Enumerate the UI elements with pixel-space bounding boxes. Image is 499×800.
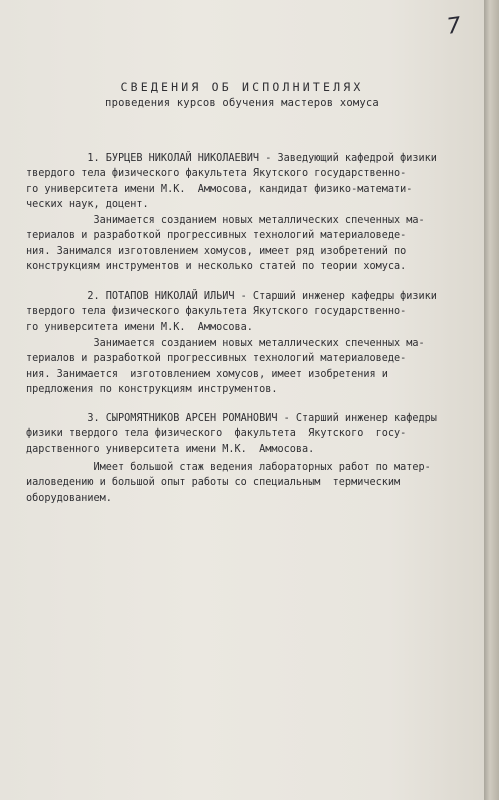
text-line: дарственного университета имени М.К. Аммосова.: [26, 443, 315, 455]
text-line: физики твердого тела физического факультета Якутского госу-: [26, 428, 407, 440]
text-line: ческих наук, доцент.: [26, 199, 149, 211]
paragraph-potapov: [26, 289, 437, 335]
text-line: оборудованием.: [26, 492, 112, 504]
text-line: Занимается созданием новых металлических спеченных ма-: [26, 215, 425, 226]
text-line: конструкциям инструментов и несколько статей по теории хомуса.: [26, 261, 407, 273]
paragraph-burtsev-activity: [26, 213, 425, 275]
text-line: го университета имени М.К. Аммосова.: [26, 321, 253, 333]
paragraph-syromyatnikov: [26, 411, 437, 457]
text-line: Имеет большой стаж ведения лабораторных работ по матер-: [26, 462, 431, 473]
page-number: 7: [445, 13, 463, 40]
text-line: териалов и разработкой прогрессивных технологий материаловеде-: [26, 230, 407, 242]
text-line: твердого тела физического факультета Якутского государственно-: [26, 168, 407, 180]
text-line: предложения по конструкциям инструментов.: [26, 384, 278, 396]
text-line: ния. Занимался изготовлением хомусов, имеет ряд изобретений по: [26, 245, 407, 257]
paragraph-syromyatnikov-experience: [26, 460, 431, 506]
paragraph-potapov-activity: [26, 336, 425, 398]
text-line: 1. БУРЦЕВ НИКОЛАЙ НИКОЛАЕВИЧ - Заведующий кафедрой физики: [26, 153, 437, 164]
page-edge: [484, 0, 499, 800]
text-line: твердого тела физического факультета Якутского государственно-: [26, 306, 407, 318]
text-line: го университета имени М.К. Аммосова, кандидат физико-математи-: [26, 183, 413, 195]
paragraph-burtsev: [26, 151, 437, 213]
text-line: иаловедению и большой опыт работы со специальным термическим: [26, 477, 401, 489]
text-line: ния. Занимается изготовлением хомусов, имеет изобретения и: [26, 368, 388, 380]
document-subtitle: проведения курсов обучения мастеров хомуса: [105, 97, 379, 109]
document-title: СВЕДЕНИЯ ОБ ИСПОЛНИТЕЛЯХ: [120, 80, 364, 94]
text-line: Занимается созданием новых металлических спеченных ма-: [26, 338, 425, 349]
text-line: 3. СЫРОМЯТНИКОВ АРСЕН РОМАНОВИЧ - Старший инженер кафедры: [26, 413, 437, 424]
text-line: 2. ПОТАПОВ НИКОЛАЙ ИЛЬИЧ - Старший инженер кафедры физики: [26, 291, 437, 302]
text-line: териалов и разработкой прогрессивных технологий материаловеде-: [26, 353, 407, 365]
